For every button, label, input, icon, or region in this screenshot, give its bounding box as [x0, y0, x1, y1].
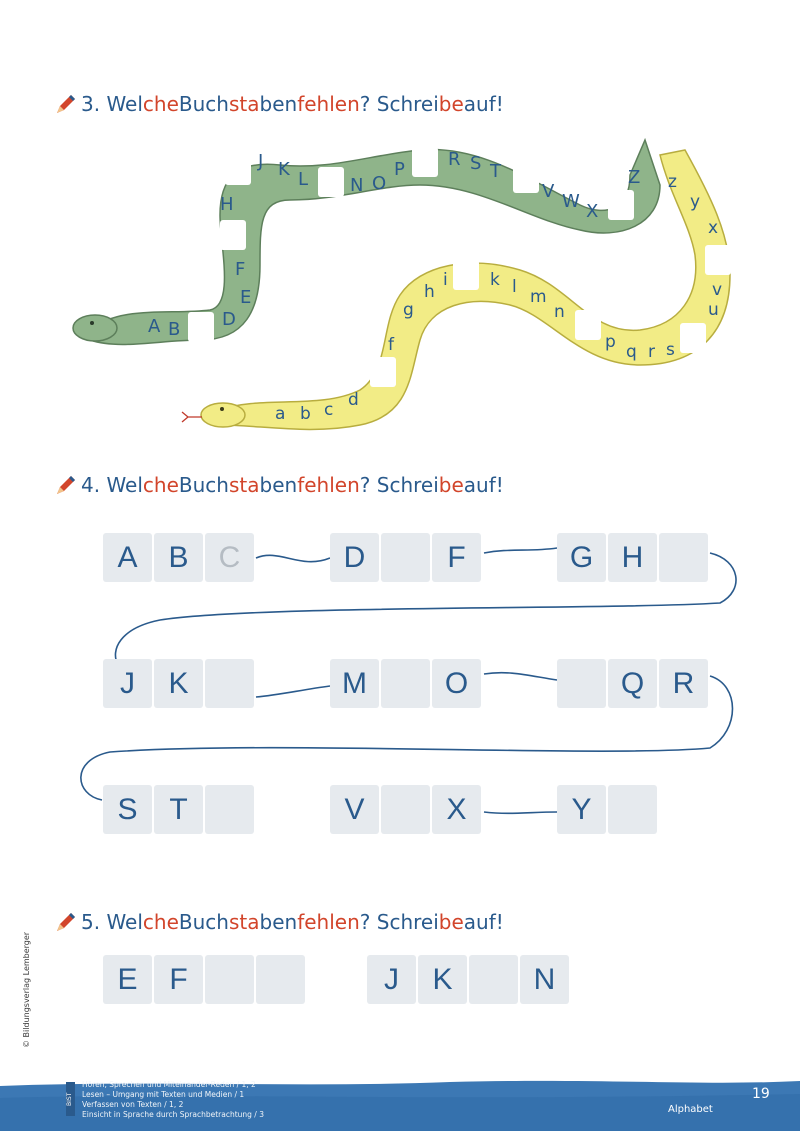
snake-letter: R	[448, 149, 461, 170]
exercise4-row3-group2	[330, 785, 430, 834]
snake-letter: P	[394, 159, 405, 180]
snake-tongue	[182, 412, 202, 422]
snake-letter: F	[235, 259, 246, 280]
exercise4-row2-group1	[103, 659, 254, 708]
snake-letter: q	[626, 342, 637, 362]
snake-letter: i	[443, 270, 448, 290]
snake-letter: A	[148, 316, 161, 337]
letter-box: K	[418, 955, 467, 1004]
snake-letter: s	[666, 340, 675, 360]
snake-letter: J	[258, 151, 264, 172]
snake-letter: W	[562, 191, 580, 212]
letter-box: E	[103, 955, 152, 1004]
snake-letter: X	[586, 201, 599, 222]
snake-letter: x	[708, 218, 719, 238]
exercise4-row2-group3	[432, 659, 481, 708]
letter-box-blank[interactable]	[469, 955, 518, 1004]
snake-letter: a	[275, 404, 286, 424]
exercise4-row1-group1	[103, 533, 254, 582]
letter-box: C	[205, 533, 254, 582]
letter-box: H	[608, 533, 657, 582]
snake-letter: n	[554, 302, 565, 322]
exercise4-row3-group4	[557, 785, 657, 834]
snake-letter: h	[424, 282, 435, 302]
exercise4-row1-group2	[330, 533, 430, 582]
letter-box-blank[interactable]	[557, 659, 606, 708]
letter-box-blank[interactable]	[659, 533, 708, 582]
snake-letter: r	[648, 342, 655, 362]
pencil-icon	[55, 93, 77, 115]
task-number: 5.	[81, 910, 101, 934]
exercise4-row1-group4	[557, 533, 708, 582]
letter-box: V	[330, 785, 379, 834]
letter-box: Q	[608, 659, 657, 708]
letter-box-blank[interactable]	[381, 659, 430, 708]
standards-list: Hören, Sprechen und Miteinander-Reden / 1, 2 Lesen – Umgang mit Texten und Medien / 1 Verfassen von Texten / 1, 2 Einsicht in Sprache durch Sprachbetrachtung / 3	[82, 1080, 264, 1119]
pencil-icon	[55, 911, 77, 933]
letter-box-blank[interactable]	[381, 533, 430, 582]
yellow-snake-head	[201, 403, 245, 427]
snake-letter: y	[690, 192, 701, 212]
snake-letter: L	[298, 169, 309, 190]
yellow-snake-eye	[220, 407, 224, 411]
task-number: 4.	[81, 473, 101, 497]
letter-box: R	[659, 659, 708, 708]
letter-box: T	[154, 785, 203, 834]
exercise4-row3-group3	[432, 785, 481, 834]
task-4-title: 4. Wel che Buch sta ben feh len ? Schrei be auf!	[55, 473, 504, 497]
page-number: 19	[752, 1086, 770, 1102]
task-number: 3.	[81, 92, 101, 116]
copyright: © Bildungsverlag Lemberger	[22, 931, 31, 1048]
bist-label: BIST	[66, 1082, 75, 1116]
letter-box: A	[103, 533, 152, 582]
exercise5-group1	[103, 955, 305, 1004]
snake-letter: z	[668, 172, 677, 192]
task-5-title: 5. Wel che Buch sta ben feh len ? Schrei be auf!	[55, 910, 504, 934]
letter-box: F	[154, 955, 203, 1004]
snake-letter: T	[490, 161, 501, 182]
exercise4-row3-group1	[103, 785, 254, 834]
snake-letter: O	[372, 173, 387, 194]
snake-letter: k	[490, 270, 500, 290]
letter-box: N	[520, 955, 569, 1004]
snake-letter: p	[605, 332, 616, 352]
snake-letter: f	[388, 335, 394, 355]
snake-letter: S	[470, 153, 482, 174]
letter-box: Y	[557, 785, 606, 834]
letter-box: M	[330, 659, 379, 708]
letter-box: J	[103, 659, 152, 708]
snake-letter: g	[403, 300, 414, 320]
snake-letter: Z	[628, 167, 641, 188]
letter-box: J	[367, 955, 416, 1004]
snake-letter: V	[542, 181, 555, 202]
snake-letter: u	[708, 300, 719, 320]
letter-box: F	[432, 533, 481, 582]
exercise5-group2	[367, 955, 569, 1004]
exercise4-row2-group2	[330, 659, 430, 708]
snake-letter: H	[220, 194, 234, 215]
exercise4-row2-group4	[557, 659, 708, 708]
section-name: Alphabet	[668, 1104, 713, 1115]
letter-box: O	[432, 659, 481, 708]
letter-box: D	[330, 533, 379, 582]
snake-letter: d	[348, 390, 359, 410]
exercise4-row1-group3	[432, 533, 481, 582]
green-snake-eye	[90, 321, 94, 325]
snake-letter: l	[512, 277, 517, 297]
snake-letter: D	[222, 309, 236, 330]
letter-box-blank[interactable]	[205, 785, 254, 834]
letter-box-blank[interactable]	[256, 955, 305, 1004]
snake-illustration	[60, 125, 760, 445]
task-3-title: 3. Wel che Buch sta ben feh len ? Schrei be auf!	[55, 92, 504, 116]
snake-letter: K	[278, 159, 290, 180]
letter-box: G	[557, 533, 606, 582]
letter-box-blank[interactable]	[608, 785, 657, 834]
snake-letter: c	[324, 400, 334, 420]
green-snake-head	[73, 315, 117, 341]
snake-letter: v	[712, 280, 723, 300]
snake-letter: b	[300, 404, 311, 424]
pencil-icon	[55, 474, 77, 496]
snake-letter: E	[240, 287, 252, 308]
letter-box: B	[154, 533, 203, 582]
letter-box: S	[103, 785, 152, 834]
letter-box-blank[interactable]	[205, 955, 254, 1004]
snake-letter: N	[350, 175, 364, 196]
snake-letter: m	[530, 287, 547, 307]
letter-box-blank[interactable]	[381, 785, 430, 834]
letter-box: K	[154, 659, 203, 708]
letter-box-blank[interactable]	[205, 659, 254, 708]
letter-box: X	[432, 785, 481, 834]
snake-letter: B	[168, 319, 181, 340]
